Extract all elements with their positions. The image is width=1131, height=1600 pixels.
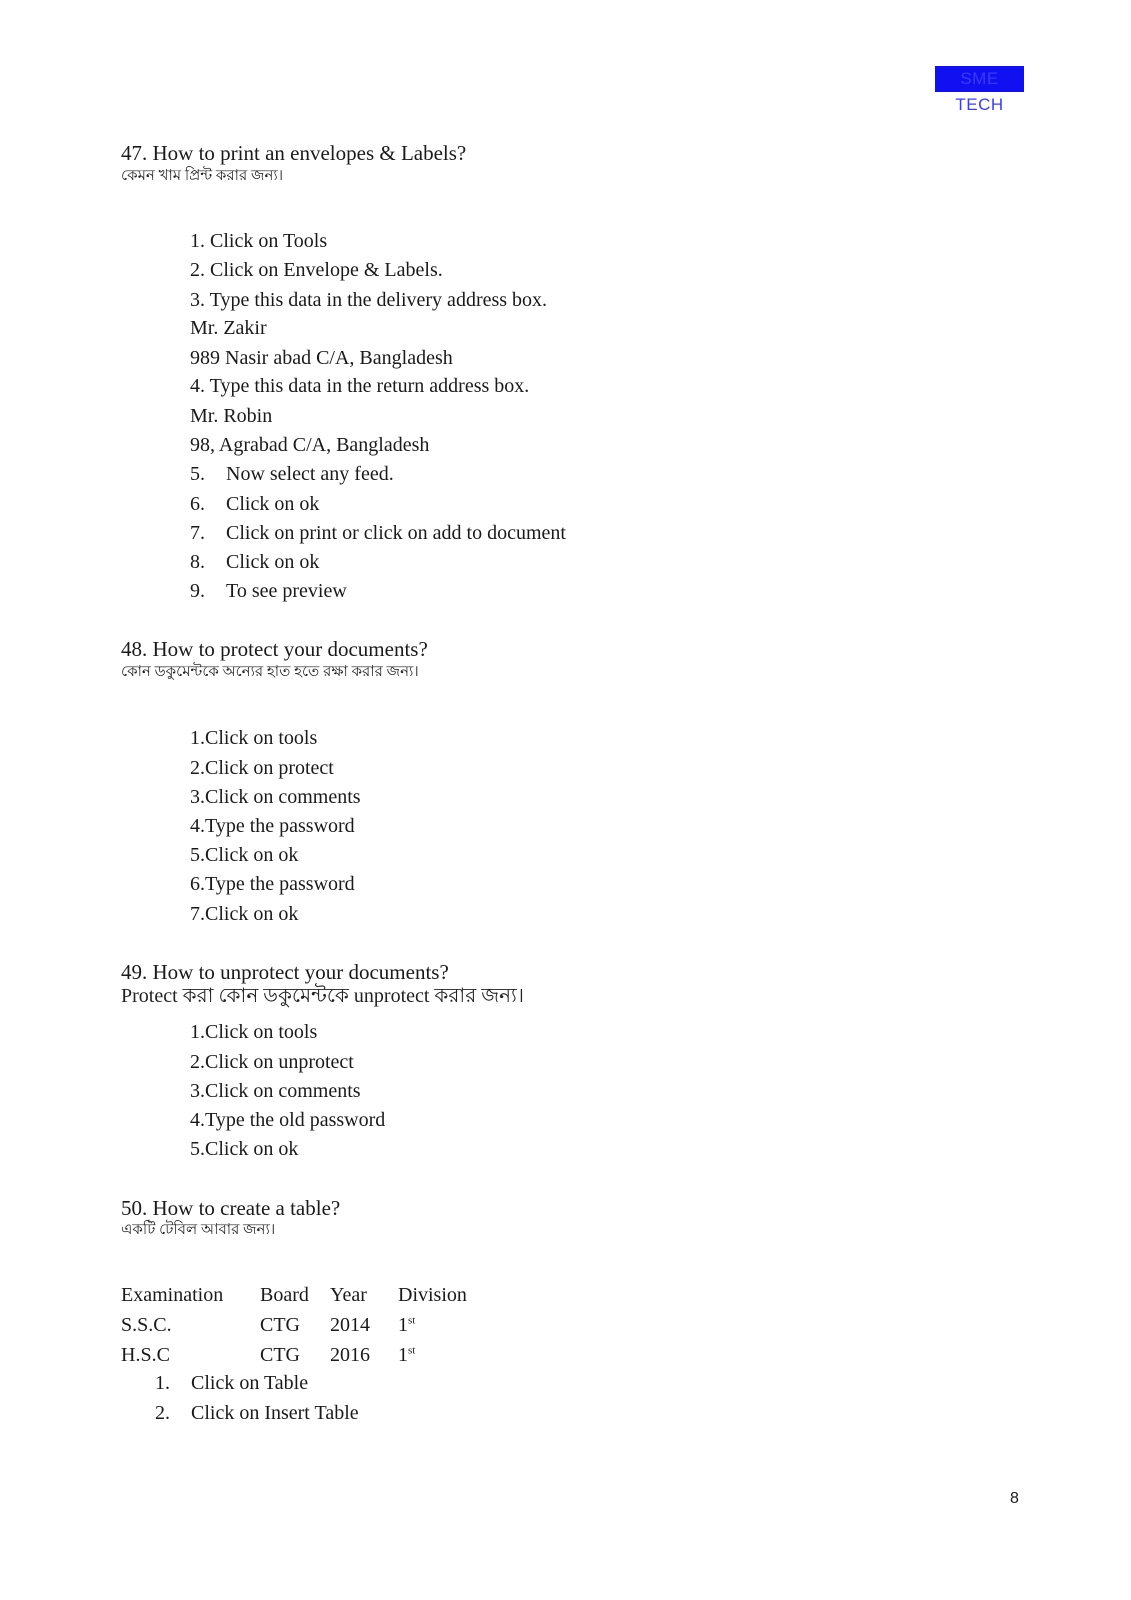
q49-step: 4.Type the old password [190,1109,386,1131]
step-number: 6. [190,493,205,515]
page-number: 8 [1010,1490,1019,1507]
table-header-cell: Year [330,1283,367,1306]
q49-step: 2.Click on unprotect [190,1051,354,1073]
table-row [121,1340,488,1370]
table-cell [398,1340,488,1370]
table-cell [398,1310,488,1340]
q47-step: 989 Nasir abad C/A, Bangladesh [190,347,453,369]
table-cell: S.S.C. [121,1313,172,1336]
q47-numbered-step [190,491,319,517]
step-number: 8. [190,551,205,573]
q49-step: 3.Click on comments [190,1080,361,1102]
q48-step: 7.Click on ok [190,903,299,925]
q47-step: Mr. Zakir [190,317,267,339]
step-text: To see preview [226,580,347,602]
exam-table [121,1280,488,1370]
table-header-row [121,1280,488,1310]
table-header-cell: Board [260,1283,309,1306]
q48-step: 2.Click on protect [190,757,334,779]
q47-numbered-step [190,549,319,575]
step-number: 5. [190,463,205,485]
q48-step: 4.Type the password [190,815,355,837]
step-text: Click on print or click on add to document [226,522,566,544]
table-row [121,1310,488,1340]
table-cell: 2014 [330,1313,370,1336]
table-cell: H.S.C [121,1343,170,1366]
question-50-subtitle: একটি টেবিল আবার জন্য। [121,1222,276,1238]
q48-step: 5.Click on ok [190,844,299,866]
q50-numbered-step [155,1370,308,1396]
q49-step: 5.Click on ok [190,1138,299,1160]
step-text: Now select any feed. [226,463,394,485]
step-number: 7. [190,522,205,544]
question-48-subtitle: কোন ডকুমেন্টকে অন্যের হাত হতে রক্ষা করার জন্য। [121,664,419,680]
table-cell: 2016 [330,1343,370,1366]
q47-numbered-step [190,461,394,487]
table-header-cell: Division [398,1283,467,1306]
q47-step: 4. Type this data in the return address box. [190,375,530,397]
ordinal-suffix: st [408,1343,416,1356]
division-value: 1 [398,1313,408,1336]
q50-numbered-step [155,1400,359,1426]
q48-step: 1.Click on tools [190,727,318,749]
q47-step: 1. Click on Tools [190,230,328,252]
table-header-cell: Examination [121,1283,224,1306]
step-number: 2. [155,1402,170,1424]
question-49-title: 49. How to unprotect your documents? [121,960,449,984]
step-text: Click on ok [226,493,320,515]
step-text: Click on Table [191,1372,309,1394]
question-50-title: 50. How to create a table? [121,1196,341,1220]
step-number: 9. [190,580,205,602]
table-cell: CTG [260,1313,300,1336]
step-text: Click on Insert Table [191,1402,359,1424]
question-48-title: 48. How to protect your documents? [121,637,428,661]
question-47-title: 47. How to print an envelopes & Labels? [121,141,467,165]
q47-numbered-step [190,520,566,546]
q47-numbered-step [190,578,347,604]
table-cell: CTG [260,1343,300,1366]
q49-step: 1.Click on tools [190,1021,318,1043]
q48-step: 6.Type the password [190,873,355,895]
division-value: 1 [398,1343,408,1366]
q48-step: 3.Click on comments [190,786,361,808]
header-badge: SME TECH [935,66,1024,92]
q47-step: Mr. Robin [190,405,273,427]
step-text: Click on ok [226,551,320,573]
ordinal-suffix: st [408,1313,416,1326]
question-49-subtitle: Protect করা কোন ডকুমেন্টকে unprotect করার জন্য। [121,985,525,1007]
step-number: 1. [155,1372,170,1394]
q47-step: 2. Click on Envelope & Labels. [190,259,443,281]
q47-step: 3. Type this data in the delivery address box. [190,289,548,311]
q47-step: 98, Agrabad C/A, Bangladesh [190,434,430,456]
question-47-subtitle: কেমন খাম প্রিন্ট করার জন্য। [121,168,284,184]
